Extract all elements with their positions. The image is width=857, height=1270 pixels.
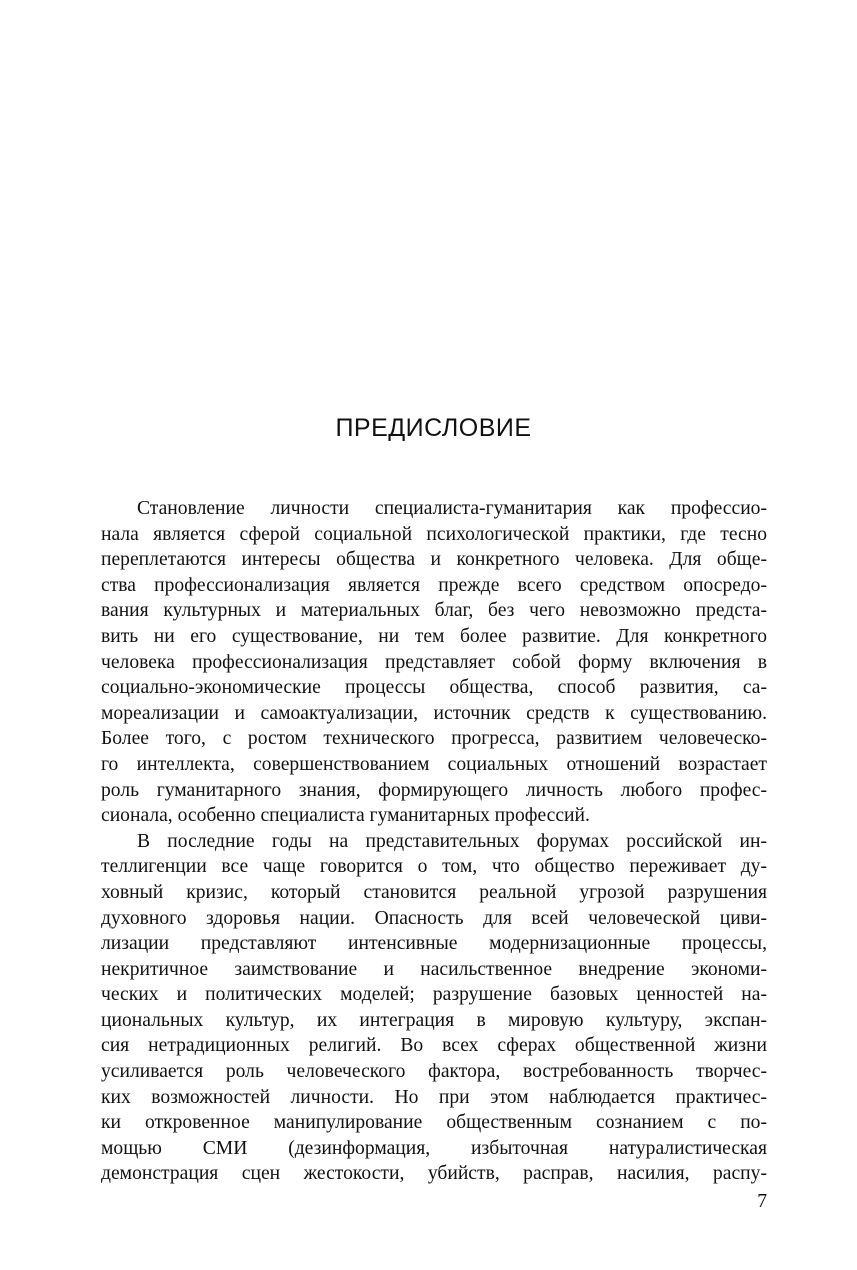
text-line: лизации представляют интенсивные модернизационные процессы,	[101, 933, 767, 955]
page-number: 7	[757, 1191, 767, 1212]
text-line: теллигенции все чаще говорится о том, что общество переживает ду-	[101, 856, 767, 878]
text-line: демонстрация сцен жестокости, убийств, расправ, насилия, распу-	[101, 1163, 767, 1185]
body-text	[101, 496, 767, 1187]
page-heading: ПРЕДИСЛОВИЕ	[335, 414, 532, 442]
text-line: вания культурных и материальных благ, без чего невозможно предста-	[101, 600, 767, 622]
text-line: мореализации и самоактуализации, источник средств к существованию.	[101, 702, 767, 724]
text-line: переплетаются интересы общества и конкретного человека. Для обще-	[101, 549, 767, 571]
text-line: роль гуманитарного знания, формирующего личность любого профес-	[101, 779, 767, 801]
text-line: социально-экономические процессы общества, способ развития, са-	[101, 677, 767, 699]
text-line: ки откровенное манипулирование общественным сознанием с по-	[101, 1112, 767, 1134]
text-line: ких возможностей личности. Но при этом наблюдается практичес-	[101, 1086, 767, 1108]
text-line: человека профессионализация представляет собой форму включения в	[101, 651, 767, 673]
text-line: ства профессионализация является прежде всего средством опосредо-	[101, 574, 767, 596]
text-line: Более того, с ростом технического прогресса, развитием человеческо-	[101, 728, 767, 750]
text-line: ховный кризис, который становится реальной угрозой разрушения	[101, 881, 767, 903]
text-line: го интеллекта, совершенствованием социальных отношений возрастает	[101, 753, 767, 775]
text-line: В последние годы на представительных форумах российской ин-	[137, 830, 767, 852]
text-line: нала является сферой социальной психологической практики, где тесно	[101, 523, 767, 545]
text-line: вить ни его существование, ни тем более развитие. Для конкретного	[101, 625, 767, 647]
text-line: ческих и политических моделей; разрушение базовых ценностей на-	[101, 984, 767, 1006]
text-line: сия нетрадиционных религий. Во всех сферах общественной жизни	[101, 1035, 767, 1057]
text-line: сионала, особенно специалиста гуманитарных профессий.	[101, 805, 590, 827]
text-line: циональных культур, их интеграция в мировую культуру, экспан-	[101, 1009, 767, 1031]
text-line: мощью СМИ (дезинформация, избыточная натуралистическая	[101, 1137, 767, 1159]
text-line: духовного здоровья нации. Опасность для всей человеческой циви-	[101, 907, 767, 929]
text-line: усиливается роль человеческого фактора, востребованность творчес-	[101, 1061, 767, 1083]
text-line: Становление личности специалиста-гуманитария как профессио-	[137, 498, 767, 519]
text-line: некритичное заимствование и насильственное внедрение экономи-	[101, 958, 767, 980]
